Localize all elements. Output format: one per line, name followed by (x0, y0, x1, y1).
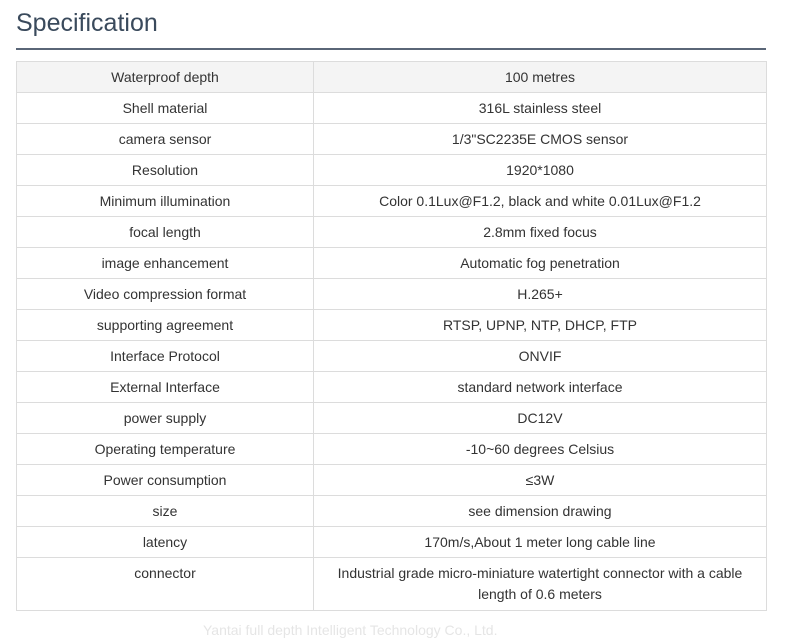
company-watermark: Yantai full depth Intelligent Technology Co., Ltd. (203, 622, 498, 638)
spec-label: Waterproof depth (17, 62, 314, 93)
table-row (17, 62, 767, 93)
spec-label: Resolution (17, 155, 314, 186)
spec-value: H.265+ (314, 279, 767, 310)
table-row (17, 279, 767, 310)
spec-value: RTSP, UPNP, NTP, DHCP, FTP (314, 310, 767, 341)
spec-label: Power consumption (17, 465, 314, 496)
spec-label: Video compression format (17, 279, 314, 310)
spec-label: Interface Protocol (17, 341, 314, 372)
spec-value: 170m/s,About 1 meter long cable line (314, 527, 767, 558)
table-row (17, 217, 767, 248)
table-row (17, 496, 767, 527)
spec-label: latency (17, 527, 314, 558)
spec-value: Industrial grade micro-miniature watertight connector with a cable length of 0.6 meters (314, 558, 767, 611)
spec-value: 100 metres (314, 62, 767, 93)
spec-value: 1920*1080 (314, 155, 767, 186)
spec-value: DC12V (314, 403, 767, 434)
table-row (17, 93, 767, 124)
table-row (17, 403, 767, 434)
table-row (17, 465, 767, 496)
table-row (17, 310, 767, 341)
spec-label: supporting agreement (17, 310, 314, 341)
spec-value: Automatic fog penetration (314, 248, 767, 279)
table-row (17, 434, 767, 465)
spec-label: Minimum illumination (17, 186, 314, 217)
spec-value: ≤3W (314, 465, 767, 496)
spec-label: External Interface (17, 372, 314, 403)
table-row (17, 124, 767, 155)
spec-label: camera sensor (17, 124, 314, 155)
specification-table (16, 61, 767, 611)
spec-label: image enhancement (17, 248, 314, 279)
table-row (17, 527, 767, 558)
spec-label: size (17, 496, 314, 527)
spec-label: Shell material (17, 93, 314, 124)
title-divider (16, 48, 766, 50)
spec-value: standard network interface (314, 372, 767, 403)
table-row (17, 155, 767, 186)
table-row (17, 372, 767, 403)
spec-value: -10~60 degrees Celsius (314, 434, 767, 465)
spec-value: ONVIF (314, 341, 767, 372)
page-title: Specification (16, 9, 158, 37)
table-row (17, 248, 767, 279)
spec-value: 1/3"SC2235E CMOS sensor (314, 124, 767, 155)
spec-value: Color 0.1Lux@F1.2, black and white 0.01Lux@F1.2 (314, 186, 767, 217)
spec-label: Operating temperature (17, 434, 314, 465)
table-row (17, 341, 767, 372)
table-row (17, 186, 767, 217)
spec-value: 316L stainless steel (314, 93, 767, 124)
spec-label: focal length (17, 217, 314, 248)
spec-value: see dimension drawing (314, 496, 767, 527)
spec-label: power supply (17, 403, 314, 434)
spec-label: connector (17, 558, 314, 611)
spec-value: 2.8mm fixed focus (314, 217, 767, 248)
table-row (17, 558, 767, 611)
